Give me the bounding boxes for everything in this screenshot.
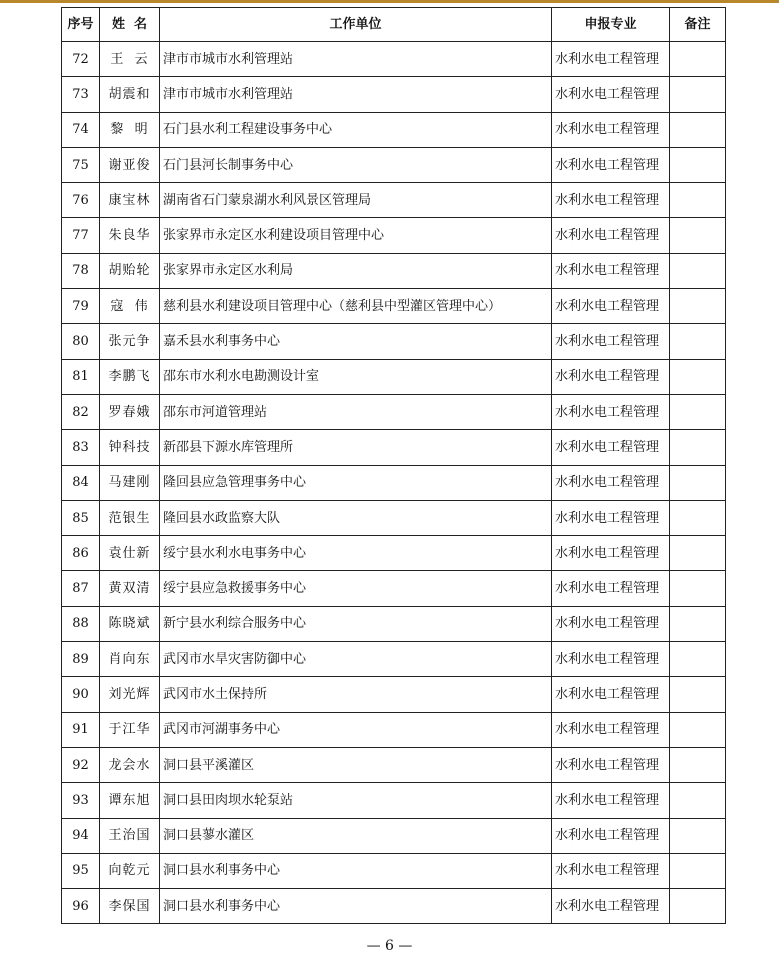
cell-name: 钟科技 (100, 430, 160, 465)
cell-name: 马建刚 (100, 465, 160, 500)
cell-note (670, 289, 726, 324)
cell-name: 黎 明 (100, 112, 160, 147)
cell-name: 王 云 (100, 42, 160, 77)
header-index: 序号 (62, 8, 100, 42)
cell-unit: 绥宁县水利水电事务中心 (160, 536, 552, 571)
cell-index: 85 (62, 500, 100, 535)
table-row (62, 889, 726, 924)
table-row (62, 359, 726, 394)
table-row (62, 183, 726, 218)
cell-name: 李鹏飞 (100, 359, 160, 394)
cell-note (670, 218, 726, 253)
cell-note (670, 783, 726, 818)
cell-index: 95 (62, 853, 100, 888)
header-major: 申报专业 (552, 8, 670, 42)
cell-major: 水利水电工程管理 (552, 889, 670, 924)
cell-unit: 武冈市河湖事务中心 (160, 712, 552, 747)
cell-index: 73 (62, 77, 100, 112)
cell-name: 朱良华 (100, 218, 160, 253)
cell-index: 92 (62, 747, 100, 782)
cell-index: 78 (62, 253, 100, 288)
cell-note (670, 818, 726, 853)
cell-index: 72 (62, 42, 100, 77)
table-row (62, 712, 726, 747)
cell-major: 水利水电工程管理 (552, 394, 670, 429)
cell-major: 水利水电工程管理 (552, 218, 670, 253)
cell-index: 74 (62, 112, 100, 147)
cell-major: 水利水电工程管理 (552, 606, 670, 641)
cell-name: 龙会水 (100, 747, 160, 782)
table-row (62, 571, 726, 606)
cell-name: 向乾元 (100, 853, 160, 888)
cell-note (670, 677, 726, 712)
cell-unit: 洞口县水利事务中心 (160, 853, 552, 888)
cell-index: 90 (62, 677, 100, 712)
cell-unit: 洞口县水利事务中心 (160, 889, 552, 924)
table-body (62, 42, 726, 924)
table-row (62, 324, 726, 359)
cell-name: 寇 伟 (100, 289, 160, 324)
cell-name: 袁仕新 (100, 536, 160, 571)
cell-note (670, 147, 726, 182)
cell-unit: 石门县河长制事务中心 (160, 147, 552, 182)
cell-unit: 武冈市水土保持所 (160, 677, 552, 712)
cell-name: 胡贻轮 (100, 253, 160, 288)
cell-unit: 张家界市永定区水利局 (160, 253, 552, 288)
cell-unit: 津市市城市水利管理站 (160, 42, 552, 77)
table-row (62, 394, 726, 429)
table-row (62, 253, 726, 288)
cell-note (670, 324, 726, 359)
cell-unit: 洞口县平溪灌区 (160, 747, 552, 782)
cell-note (670, 253, 726, 288)
cell-major: 水利水电工程管理 (552, 112, 670, 147)
cell-major: 水利水电工程管理 (552, 324, 670, 359)
cell-index: 82 (62, 394, 100, 429)
header-note: 备注 (670, 8, 726, 42)
cell-index: 88 (62, 606, 100, 641)
cell-note (670, 889, 726, 924)
cell-note (670, 747, 726, 782)
cell-index: 79 (62, 289, 100, 324)
cell-major: 水利水电工程管理 (552, 818, 670, 853)
cell-index: 80 (62, 324, 100, 359)
cell-note (670, 465, 726, 500)
cell-unit: 津市市城市水利管理站 (160, 77, 552, 112)
cell-name: 肖向东 (100, 642, 160, 677)
cell-index: 81 (62, 359, 100, 394)
cell-note (670, 183, 726, 218)
table-row (62, 77, 726, 112)
cell-name: 罗春娥 (100, 394, 160, 429)
table-row (62, 642, 726, 677)
table-row (62, 500, 726, 535)
table-header-row (62, 8, 726, 42)
cell-major: 水利水电工程管理 (552, 642, 670, 677)
page-number: — 6 — (366, 938, 413, 954)
cell-unit: 武冈市水旱灾害防御中心 (160, 642, 552, 677)
table-row (62, 747, 726, 782)
cell-major: 水利水电工程管理 (552, 359, 670, 394)
cell-note (670, 359, 726, 394)
cell-index: 75 (62, 147, 100, 182)
cell-index: 84 (62, 465, 100, 500)
cell-unit: 绥宁县应急救援事务中心 (160, 571, 552, 606)
cell-note (670, 77, 726, 112)
cell-name: 谭东旭 (100, 783, 160, 818)
cell-name: 陈晓斌 (100, 606, 160, 641)
table-row (62, 42, 726, 77)
cell-major: 水利水电工程管理 (552, 853, 670, 888)
cell-index: 83 (62, 430, 100, 465)
cell-note (670, 42, 726, 77)
cell-unit: 嘉禾县水利事务中心 (160, 324, 552, 359)
cell-major: 水利水电工程管理 (552, 147, 670, 182)
cell-note (670, 500, 726, 535)
cell-major: 水利水电工程管理 (552, 430, 670, 465)
table-row (62, 606, 726, 641)
cell-note (670, 853, 726, 888)
cell-major: 水利水电工程管理 (552, 536, 670, 571)
cell-major: 水利水电工程管理 (552, 747, 670, 782)
cell-name: 谢亚俊 (100, 147, 160, 182)
cell-unit: 洞口县蓼水灌区 (160, 818, 552, 853)
cell-major: 水利水电工程管理 (552, 712, 670, 747)
cell-unit: 湖南省石门蒙泉湖水利风景区管理局 (160, 183, 552, 218)
cell-note (670, 112, 726, 147)
cell-name: 张元争 (100, 324, 160, 359)
header-unit: 工作单位 (160, 8, 552, 42)
cell-major: 水利水电工程管理 (552, 253, 670, 288)
cell-major: 水利水电工程管理 (552, 183, 670, 218)
table-row (62, 853, 726, 888)
cell-unit: 邵东市水利水电勘测设计室 (160, 359, 552, 394)
cell-major: 水利水电工程管理 (552, 42, 670, 77)
cell-unit: 张家界市永定区水利建设项目管理中心 (160, 218, 552, 253)
table-row (62, 430, 726, 465)
cell-unit: 隆回县应急管理事务中心 (160, 465, 552, 500)
cell-unit: 石门县水利工程建设事务中心 (160, 112, 552, 147)
cell-name: 胡震和 (100, 77, 160, 112)
cell-major: 水利水电工程管理 (552, 500, 670, 535)
cell-index: 87 (62, 571, 100, 606)
cell-unit: 隆回县水政监察大队 (160, 500, 552, 535)
cell-note (670, 712, 726, 747)
cell-index: 96 (62, 889, 100, 924)
cell-note (670, 606, 726, 641)
cell-unit: 邵东市河道管理站 (160, 394, 552, 429)
top-decorative-rule (0, 0, 779, 3)
cell-index: 93 (62, 783, 100, 818)
table-row (62, 218, 726, 253)
cell-index: 86 (62, 536, 100, 571)
header-name: 姓 名 (100, 8, 160, 42)
cell-note (670, 536, 726, 571)
table-row (62, 677, 726, 712)
personnel-table (61, 7, 726, 924)
cell-major: 水利水电工程管理 (552, 571, 670, 606)
cell-index: 94 (62, 818, 100, 853)
cell-unit: 慈利县水利建设项目管理中心（慈利县中型灌区管理中心） (160, 289, 552, 324)
cell-index: 76 (62, 183, 100, 218)
table-row (62, 289, 726, 324)
cell-note (670, 430, 726, 465)
cell-major: 水利水电工程管理 (552, 465, 670, 500)
cell-name: 康宝林 (100, 183, 160, 218)
table-row (62, 536, 726, 571)
cell-note (670, 394, 726, 429)
cell-index: 89 (62, 642, 100, 677)
table-row (62, 818, 726, 853)
table-row (62, 147, 726, 182)
cell-index: 77 (62, 218, 100, 253)
cell-note (670, 642, 726, 677)
cell-name: 范银生 (100, 500, 160, 535)
document-table-container (61, 7, 726, 924)
table-row (62, 783, 726, 818)
cell-major: 水利水电工程管理 (552, 289, 670, 324)
table-row (62, 465, 726, 500)
cell-unit: 洞口县田肉坝水轮泵站 (160, 783, 552, 818)
cell-name: 黄双清 (100, 571, 160, 606)
cell-note (670, 571, 726, 606)
cell-unit: 新邵县下源水库管理所 (160, 430, 552, 465)
cell-major: 水利水电工程管理 (552, 783, 670, 818)
cell-major: 水利水电工程管理 (552, 677, 670, 712)
cell-index: 91 (62, 712, 100, 747)
cell-name: 李保国 (100, 889, 160, 924)
cell-major: 水利水电工程管理 (552, 77, 670, 112)
cell-name: 刘光辉 (100, 677, 160, 712)
cell-name: 于江华 (100, 712, 160, 747)
cell-unit: 新宁县水利综合服务中心 (160, 606, 552, 641)
cell-name: 王治国 (100, 818, 160, 853)
table-row (62, 112, 726, 147)
